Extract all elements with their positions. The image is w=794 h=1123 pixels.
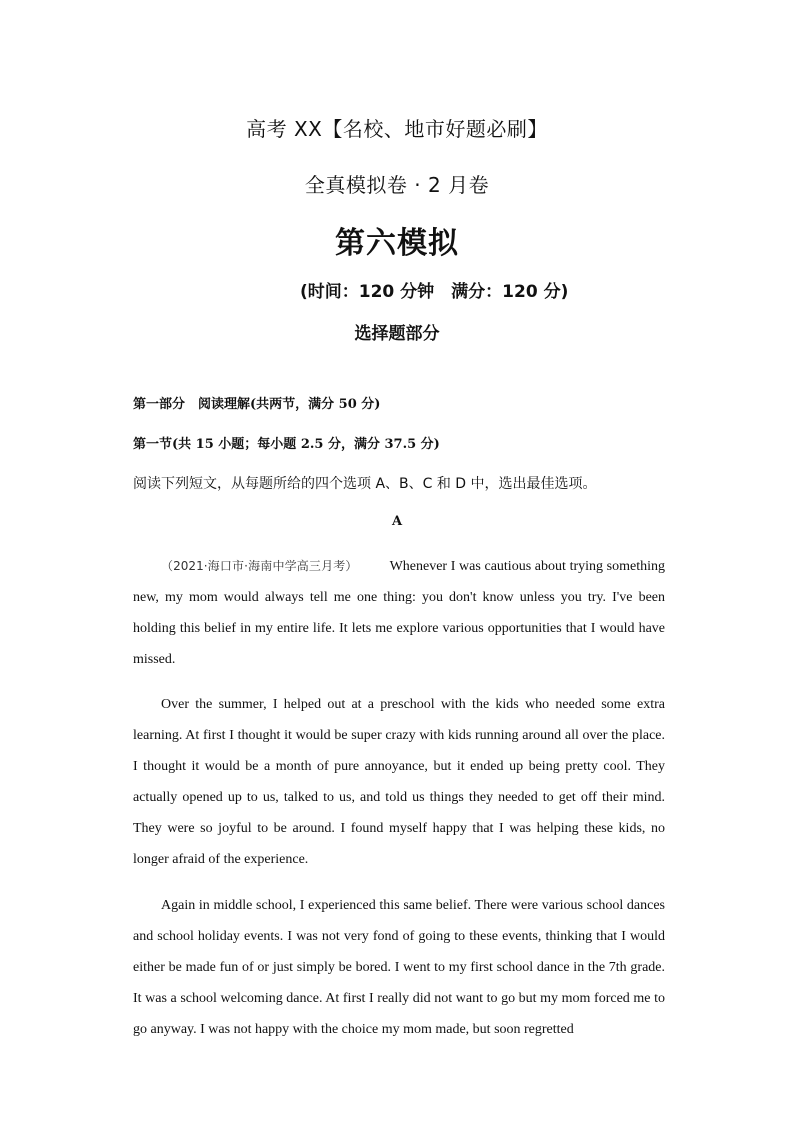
passage-paragraph-1 xyxy=(133,551,665,675)
exam-subtitle: 全真模拟卷 · 2 月卷 xyxy=(304,173,490,197)
section-title: 选择题部分 xyxy=(354,324,440,344)
reading-instruction: 阅读下列短文，从每题所给的四个选项 A、B、C 和 D 中，选出最佳选项。 xyxy=(133,476,597,492)
paragraph-2-text: Over the summer, I helped out at a preschool with the kids who needed some extra learning. At first I thought it would be super crazy with kids running around all over the place. I thought it would be a month of pure annoyance, but it ended up being pretty cool. They actually opened up to us, talked to us, and told us things they needed to get off their mind. They were so joyful to be around. I found myself happy that I was helping these kids, no longer afraid of the experience. xyxy=(133,697,665,867)
passage-label: A xyxy=(391,514,403,529)
exam-header-title: 高考 XX【名校、地市好题必刷】 xyxy=(246,117,548,141)
paragraph-1-text: Whenever I was cautious about trying something new, my mom would always tell me one thing: you don't know unless you try. I've been holding this belief in my entire life. It lets me explore various opportunities that I would have missed. xyxy=(133,559,666,667)
passage-paragraph-2 xyxy=(133,689,665,875)
section-subheading: 第一节(共 15 小题；每小题 2.5 分，满分 37.5 分) xyxy=(133,437,440,452)
exam-time-info: (时间：120 分钟 满分：120 分) xyxy=(300,282,569,302)
passage-source: （2021·海口市·海南中学高三月考） xyxy=(161,559,358,573)
exam-main-title: 第六模拟 xyxy=(335,226,459,261)
paragraph-3-text: Again in middle school, I experienced this same belief. There were various school dances and school holiday events. I was not very fond of going to these events, thinking that I would either be made fun of or just simply be bored. I went to my first school dance in the 7th grade. It was a school welcoming dance. At first I really did not want to go but my mom forced me to go anyway. I was not happy with the choice my mom made, but soon regretted xyxy=(133,898,665,1037)
passage-paragraph-3 xyxy=(133,890,665,1045)
part-heading: 第一部分 阅读理解(共两节，满分 50 分) xyxy=(133,397,381,412)
